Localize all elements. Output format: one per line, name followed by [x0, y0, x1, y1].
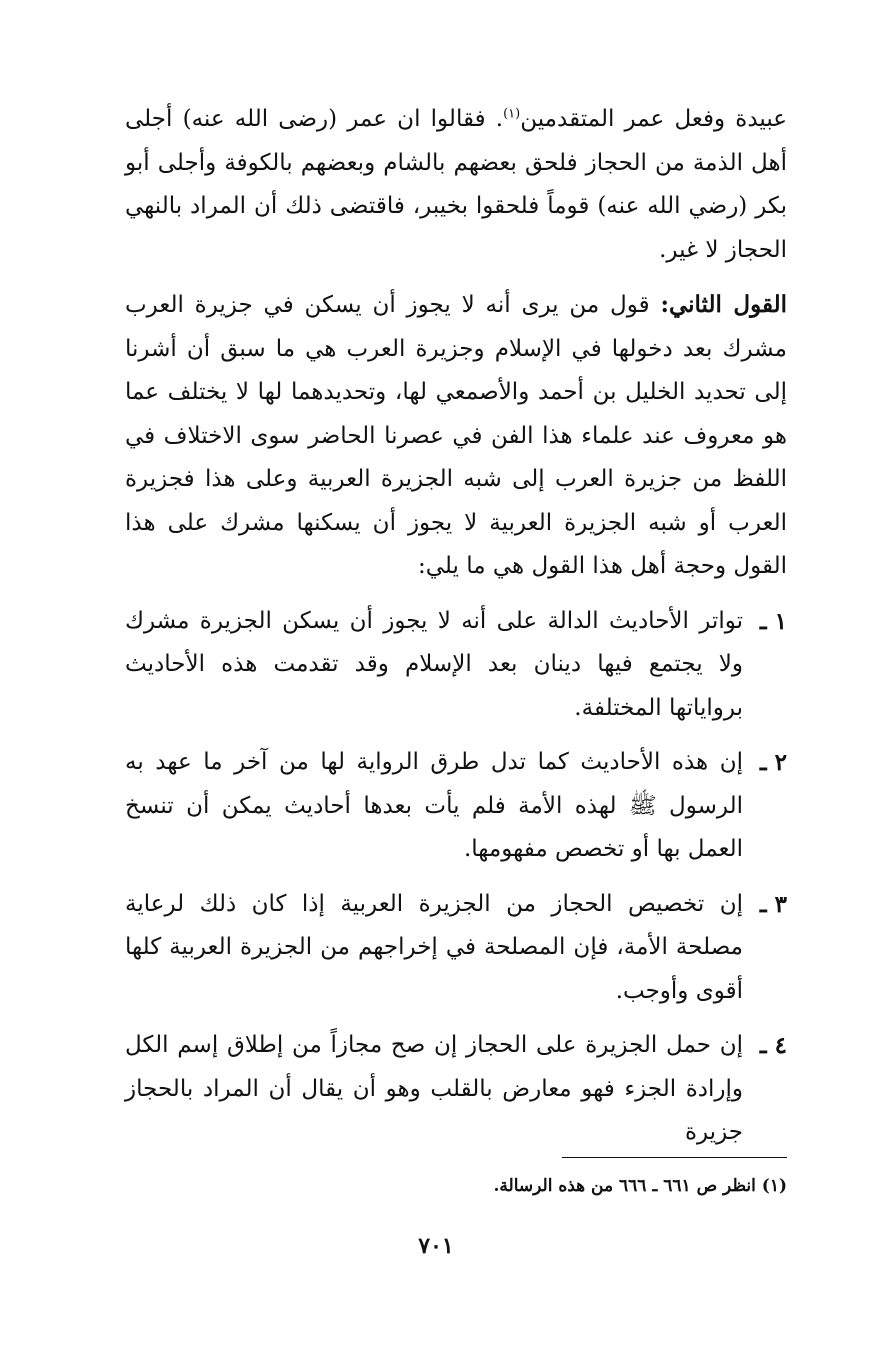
main-text — [125, 98, 787, 1166]
list-item-2 — [125, 741, 787, 872]
footnote-marker: (١) — [503, 106, 521, 122]
list-item-3 — [125, 883, 787, 1014]
list-number: ١ ـ — [759, 607, 787, 635]
paragraph-2 — [125, 283, 787, 589]
list-item-4 — [125, 1024, 787, 1155]
paragraph-2-text: قول من يرى أنه لا يجوز أن يسكن في جزيرة العرب مشرك بعد دخولها في الإسلام وجزيرة العرب هي ما سبق أن أشرنا إلى تحديد الخليل بن أحمد والأصمعي لها، وتحديدهما لها لا يختلف عما هو معروف عند علماء هذا الفن في عصرنا الحاضر سوى الاختلاف في اللفظ من جزيرة العرب إلى شبه الجزيرة العربية وعلى هذا فجزيرة العرب أو شبه الجزيرة العربية لا يجوز أن يسكنها مشرك على هذا القول وحجة أهل هذا القول هي ما يلي: — [125, 292, 787, 579]
list-item-1 — [125, 600, 787, 731]
paragraph-1-rest: . فقالوا ان عمر (رضى الله عنه) أجلى أهل الذمة من الحجاز فلحق بعضهم بالشام وبعضهم بالكوفة وأجلى أبو بكر (رضي الله عنه) قوماً فلحقوا بخيبر، فاقتضى ذلك أن المراد بالنهي الحجاز لا غير. — [125, 106, 787, 263]
list-text: إن تخصيص الحجاز من الجزيرة العربية إذا كان ذلك لرعاية مصلحة الأمة، فإن المصلحة في إخراجهم من الجزيرة العربية كلها أقوى وأوجب. — [125, 890, 743, 1004]
footnote-divider — [562, 1157, 787, 1158]
list-number: ٢ ـ — [759, 749, 787, 776]
footnote: (١) انظر ص ٦٦١ ـ ٦٦٦ من هذه الرسالة. — [493, 1176, 787, 1196]
paragraph-1-start: عبيدة وفعل عمر المتقدمين — [520, 106, 787, 132]
list-text: إن حمل الجزيرة على الحجاز إن صح مجازاً من إطلاق إسم الكل وإرادة الجزء فهو معارض بالقلب وهو أن يقال أن المراد بالحجاز جزيرة — [125, 1032, 743, 1145]
list-number: ٤ ـ — [759, 1032, 787, 1059]
list-text: تواتر الأحاديث الدالة على أنه لا يجوز أن يسكن الجزيرة مشرك ولا يجتمع فيها دينان بعد الإسلام وقد تقدمت هذه الأحاديث برواياتها المختلفة. — [125, 607, 743, 721]
section-heading: القول الثاني: — [660, 291, 788, 318]
list-text: إن هذه الأحاديث كما تدل طرق الرواية لها من آخر ما عهد به الرسول ﷺ لهذه الأمة فلم يأت بعدها أحاديث يمكن أن تنسخ العمل بها أو تخصص مفهومها. — [125, 749, 743, 862]
list-number: ٣ ـ — [759, 890, 787, 918]
page-number: ٧٠١ — [418, 1233, 454, 1259]
paragraph-1 — [125, 98, 787, 272]
